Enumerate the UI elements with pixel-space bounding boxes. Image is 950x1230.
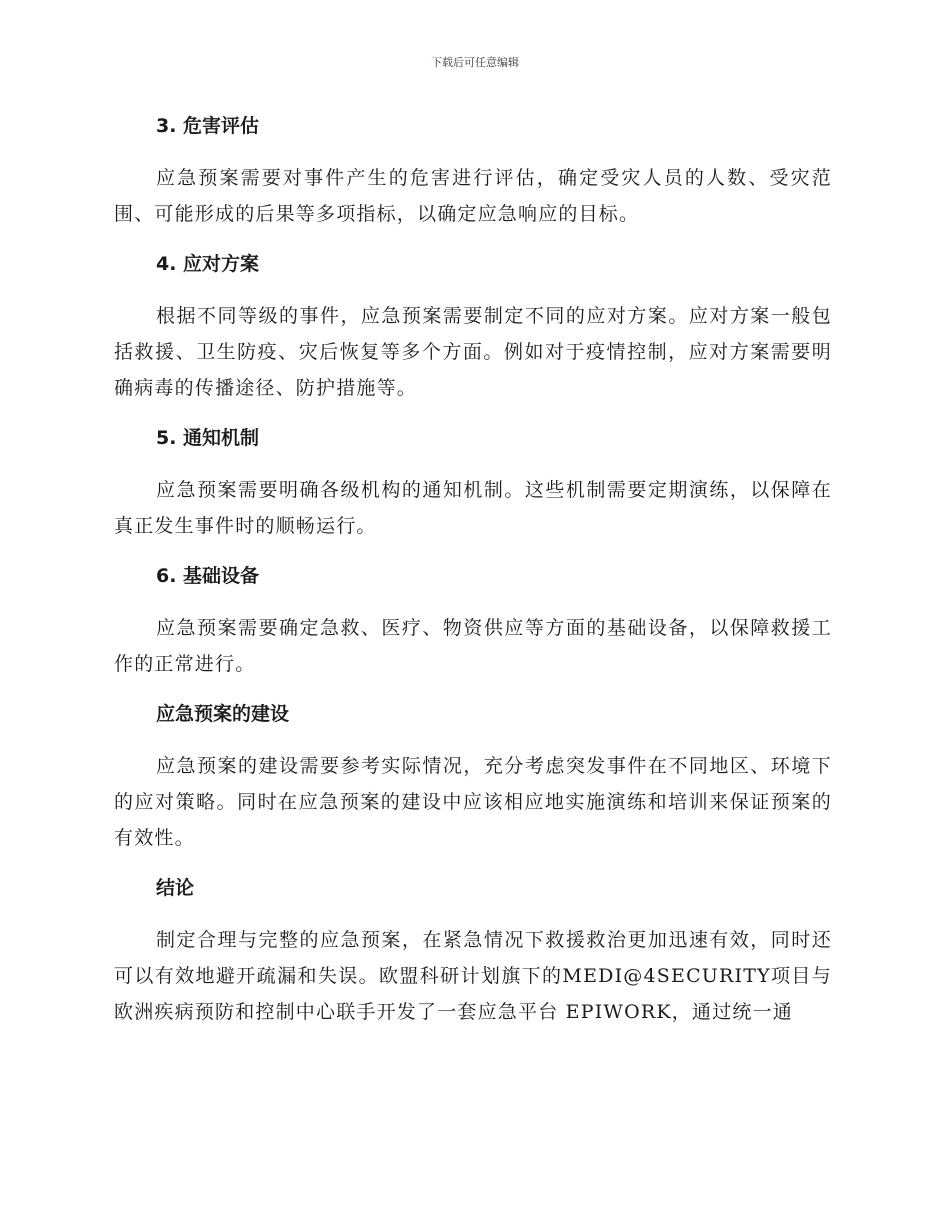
section-paragraph: 应急预案需要明确各级机构的通知机制。这些机制需要定期演练，以保障在真正发生事件时的顺畅运行。 xyxy=(114,479,832,537)
section-paragraph: 应急预案需要确定急救、医疗、物资供应等方面的基础设备，以保障救援工作的正常进行。 xyxy=(114,617,832,675)
section-heading-notification-mechanism: 5. 通知机制 xyxy=(156,427,260,449)
section-heading-plan-construction: 应急预案的建设 xyxy=(156,703,290,725)
section-paragraph: 应急预案需要对事件产生的危害进行评估，确定受灾人员的人数、受灾范围、可能形成的后果等多项指标，以确定应急响应的目标。 xyxy=(114,167,832,225)
section-paragraph: 制定合理与完整的应急预案，在紧急情况下救援救治更加迅速有效，同时还可以有效地避开疏漏和失误。欧盟科研计划旗下的MEDI@4SECURITY项目与欧洲疾病预防和控制中心联手开发了一套应急平台 EPIWORK，通过统一通 xyxy=(114,929,832,1023)
document-body xyxy=(114,110,832,1030)
section-paragraph: 应急预案的建设需要参考实际情况，充分考虑突发事件在不同地区、环境下的应对策略。同时在应急预案的建设中应该相应地实施演练和培训来保证预案的有效性。 xyxy=(114,755,832,849)
section-heading-response-plan: 4. 应对方案 xyxy=(156,253,260,275)
section-heading-basic-equipment: 6. 基础设备 xyxy=(156,565,260,587)
section-heading-conclusion: 结论 xyxy=(156,877,195,899)
section-heading-hazard-assessment: 3. 危害评估 xyxy=(156,115,260,137)
page-header-note: 下载后可任意编辑 xyxy=(431,56,519,69)
section-paragraph: 根据不同等级的事件，应急预案需要制定不同的应对方案。应对方案一般包括救援、卫生防疫、灾后恢复等多个方面。例如对于疫情控制，应对方案需要明确病毒的传播途径、防护措施等。 xyxy=(114,305,832,399)
